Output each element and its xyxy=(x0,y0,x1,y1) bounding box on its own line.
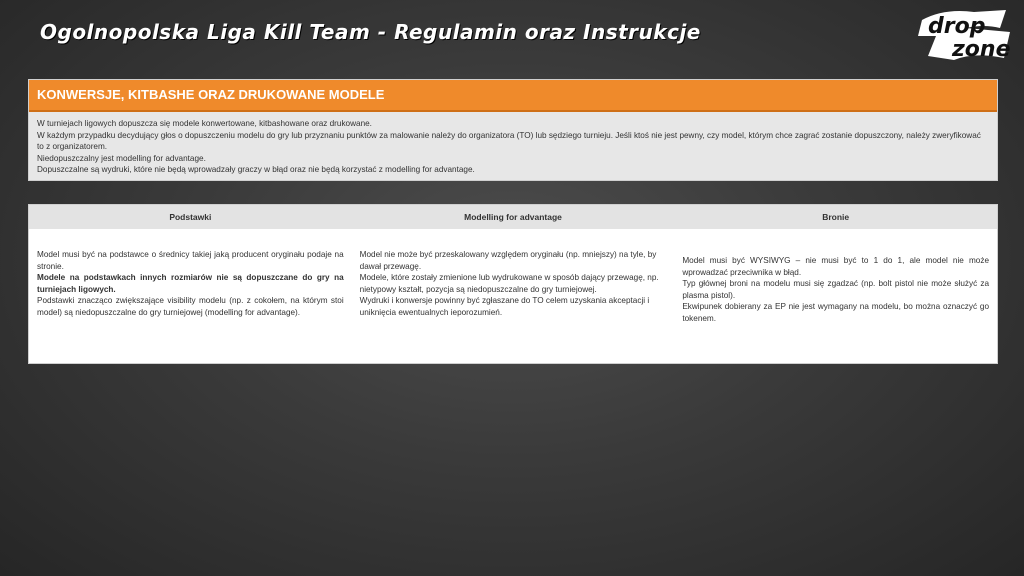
cell-text: Podstawki znacząco zwiększające visibility modelu (np. z cokołem, na którym stoi model) są niedopuszczalne do gry turniejowej (modelling for advantage). xyxy=(37,296,344,317)
section-header: KONWERSJE, KITBASHE ORAZ DRUKOWANE MODELE xyxy=(29,80,997,112)
cell-text: Model musi być WYSIWYG – nie musi być to 1 do 1, ale model nie może wprowadzać przeciwnika w błąd. xyxy=(682,256,990,277)
section-paragraph: W turniejach ligowych dopuszcza się modele konwertowane, kitbashowane oraz drukowane. xyxy=(37,119,372,128)
svg-text:drop: drop xyxy=(928,14,986,39)
rules-table xyxy=(28,204,998,364)
column-header-bronie: Bronie xyxy=(822,212,850,222)
cell-bronie xyxy=(674,249,997,324)
page-title: Ogolnopolska Liga Kill Team - Regulamin oraz Instrukcje xyxy=(40,20,701,44)
cell-modelling xyxy=(352,249,675,324)
column-header-podstawki: Podstawki xyxy=(169,212,212,222)
cell-text: Modele, które zostały zmienione lub wydrukowane w sposób dający przewagę, np. nietypowy kształt, pozycja są niedopuszczalne do gry turniejowej. xyxy=(359,273,659,294)
dropzone-logo xyxy=(914,6,1014,64)
cell-text: Ekwipunek dobierany za EP nie jest wymagany na modelu, bo można oznaczyć go tokenem. xyxy=(682,302,990,323)
table-body-row xyxy=(29,229,997,324)
section-paragraph: Niedopuszczalny jest modelling for advantage. xyxy=(37,153,206,163)
section-body xyxy=(29,112,997,180)
cell-text: Typ głównej broni na modelu musi się zgadzać (np. bolt pistol nie może służyć za plasma pistol). xyxy=(682,279,990,300)
conversions-section xyxy=(28,79,998,181)
cell-text: Wydruki i konwersje powinny być zgłaszane do TO celem uzyskania akceptacji i uniknięcia ewentualnych ieporozumień. xyxy=(359,296,650,317)
cell-text: Model musi być na podstawce o średnicy takiej jaką producent oryginału podaje na stronie. xyxy=(37,250,344,271)
svg-text:zone: zone xyxy=(952,37,1011,62)
column-header-modelling: Modelling for advantage xyxy=(464,212,562,222)
section-paragraph: Dopuszczalne są wydruki, które nie będą wprowadzały graczy w błąd oraz nie będą korzystać z modelling for advantage. xyxy=(37,165,475,174)
cell-podstawki xyxy=(29,249,352,324)
cell-text: Model nie może być przeskalowany względem oryginału (np. mniejszy) na tyle, by dawał przewagę. xyxy=(359,250,657,271)
cell-text-bold: Modele na podstawkach innych rozmiarów nie są dopuszczane do gry na turniejach ligowych. xyxy=(37,273,344,294)
section-paragraph: W każdym przypadku decydujący głos o dopuszczeniu modelu do gry lub przyznaniu punktów za malowanie należy do organizatora (TO) lub sędziego turnieju. Jeśli ktoś nie jest pewny, czy model, którym chce zagrać zostanie dopuszczony, należy zweryfikować to z organizatorem. xyxy=(37,130,981,151)
table-header-row xyxy=(29,205,997,229)
